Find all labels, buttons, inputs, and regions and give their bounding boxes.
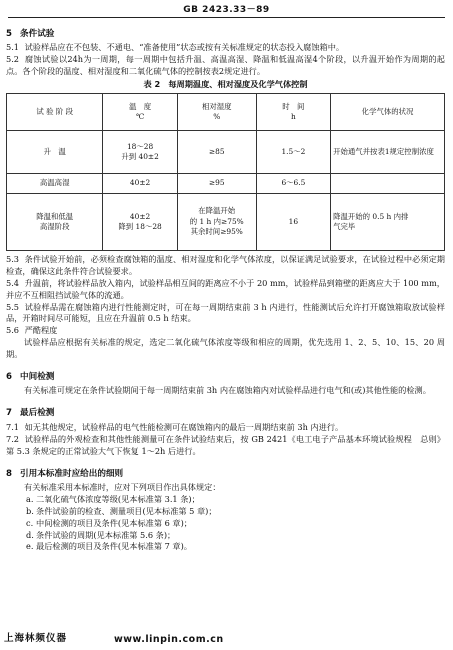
section-8-title: 8 引用本标准时应给出的细则 — [6, 468, 124, 479]
list-item: c. 中间检测的项目及条件(见本标准第 6 章)； — [26, 517, 192, 528]
list-item: e. 最后检测的项目及条件(见本标准第 7 章)。 — [26, 541, 192, 552]
standard-header: GB 2423.33－89 — [183, 5, 270, 15]
clause-7-1: 7.1 如无其他规定，试验样品的电气性能检测可在腐蚀箱内的最后一周期结束前 3h 内进行。 — [6, 421, 344, 432]
clause-5-6-text: 试验样品应根据有关标准的规定，选定二氧化硫气体浓度等级和相应的周期，优先选用 1、2、5、10、15、20 周期。 — [6, 337, 445, 360]
section-6-text: 有关标准可规定在条件试验期间于每一周期结束前 3h 内在腐蚀箱内对试验样品进行电气和(或)其他性能的检测。 — [24, 385, 431, 396]
section-8-list — [6, 494, 445, 553]
document-body — [0, 22, 453, 553]
clause-5-1: 5.1 试验样品应在不包装、不通电、“准备使用”状态或按有关标准规定的状态投入腐蚀箱中。 — [6, 42, 345, 53]
col-time: 时 间 h — [256, 94, 330, 131]
section-5-title: 5 条件试验 — [6, 29, 55, 39]
clause-5-2: 5.2 腐蚀试验以24h为一周期，每一周期中包括升温、高温高湿、降温和低温高湿4个阶段，以升温开始作为周期的起点。各个阶段的温度、相对湿度和二氧化硫气体的控制按表2规定进行。 — [6, 54, 445, 77]
company-name: 上海林频仪器 — [4, 633, 68, 645]
page-footer — [4, 632, 445, 646]
table-row: 高温高湿 40±2 ≥95 6～6.5 — [7, 174, 445, 194]
col-temp: 温 度 ℃ — [103, 94, 177, 131]
list-item: a. 二氧化硫气体浓度等级(见本标准第 3.1 条)； — [26, 493, 200, 504]
clause-7-2: 7.2 试验样品的外观检查和其他性能测量可在条件试验结束后，按 GB 2421《电工电子产品基本环境试验规程 总则》第 5.3 条规定的正常试验大气下恢复 1～2h 后进行。 — [6, 433, 445, 456]
header-rule — [8, 17, 445, 18]
table-row: 降温和低温 高湿阶段 40±2 降到 18～28 在降温开始 的 1 h 内≥75% 其余时间≥95% 16 降温开始的 0.5 h 内排 气完毕 — [7, 194, 445, 251]
clause-5-5: 5.5 试验样品需在腐蚀箱内进行性能测定时，可在每一周期结束前 3 h 内进行，性能测试后允许打开腐蚀箱取放试验样品，开箱时间尽可能短，且应在升温前 0.5 h 结束。 — [6, 301, 445, 324]
col-rh: 相对湿度 % — [177, 94, 256, 131]
section-6-title: 6 中间检测 — [6, 372, 55, 383]
section-8-intro: 有关标准采用本标准时，应对下列项目作出具体规定： — [24, 481, 221, 492]
table-header-row — [7, 94, 445, 131]
clause-5-4: 5.4 升温前，将试验样品放入箱内，试验样品相互间的距离应不小于 20 mm，试验样品到箱壁的距离应大于 100 mm，并应不互相阻挡试验气体的流通。 — [6, 277, 445, 300]
table-row: 升 温 18～28 升到 40±2 ≥85 1.5～2 开始通气并按表1规定控制浓度 — [7, 131, 445, 174]
section-7-title: 7 最后检测 — [6, 408, 55, 419]
table-2-caption: 表 2 每周期温度、相对湿度及化学气体控制 — [143, 79, 308, 90]
col-stage: 试 验 阶 段 — [7, 94, 103, 131]
list-item: b. 条件试验前的检查、测量项目(见本标准第 5 章)； — [26, 505, 217, 516]
company-url: www.linpin.com.cn — [114, 634, 224, 646]
table-2 — [6, 93, 445, 251]
clause-5-3: 5.3 条件试验开始前，必须检查腐蚀箱的温度、相对湿度和化学气体浓度，以保证满足试验要求，在试验过程中必须定期检查，确保这此条件符合试验要求。 — [6, 254, 445, 276]
col-gas: 化学气体的状况 — [331, 94, 445, 131]
clause-5-6-title: 5.6 严酷程度 — [6, 325, 58, 336]
list-item: d. 条件试验的周期(见本标准第 5.6 条)； — [26, 529, 176, 540]
